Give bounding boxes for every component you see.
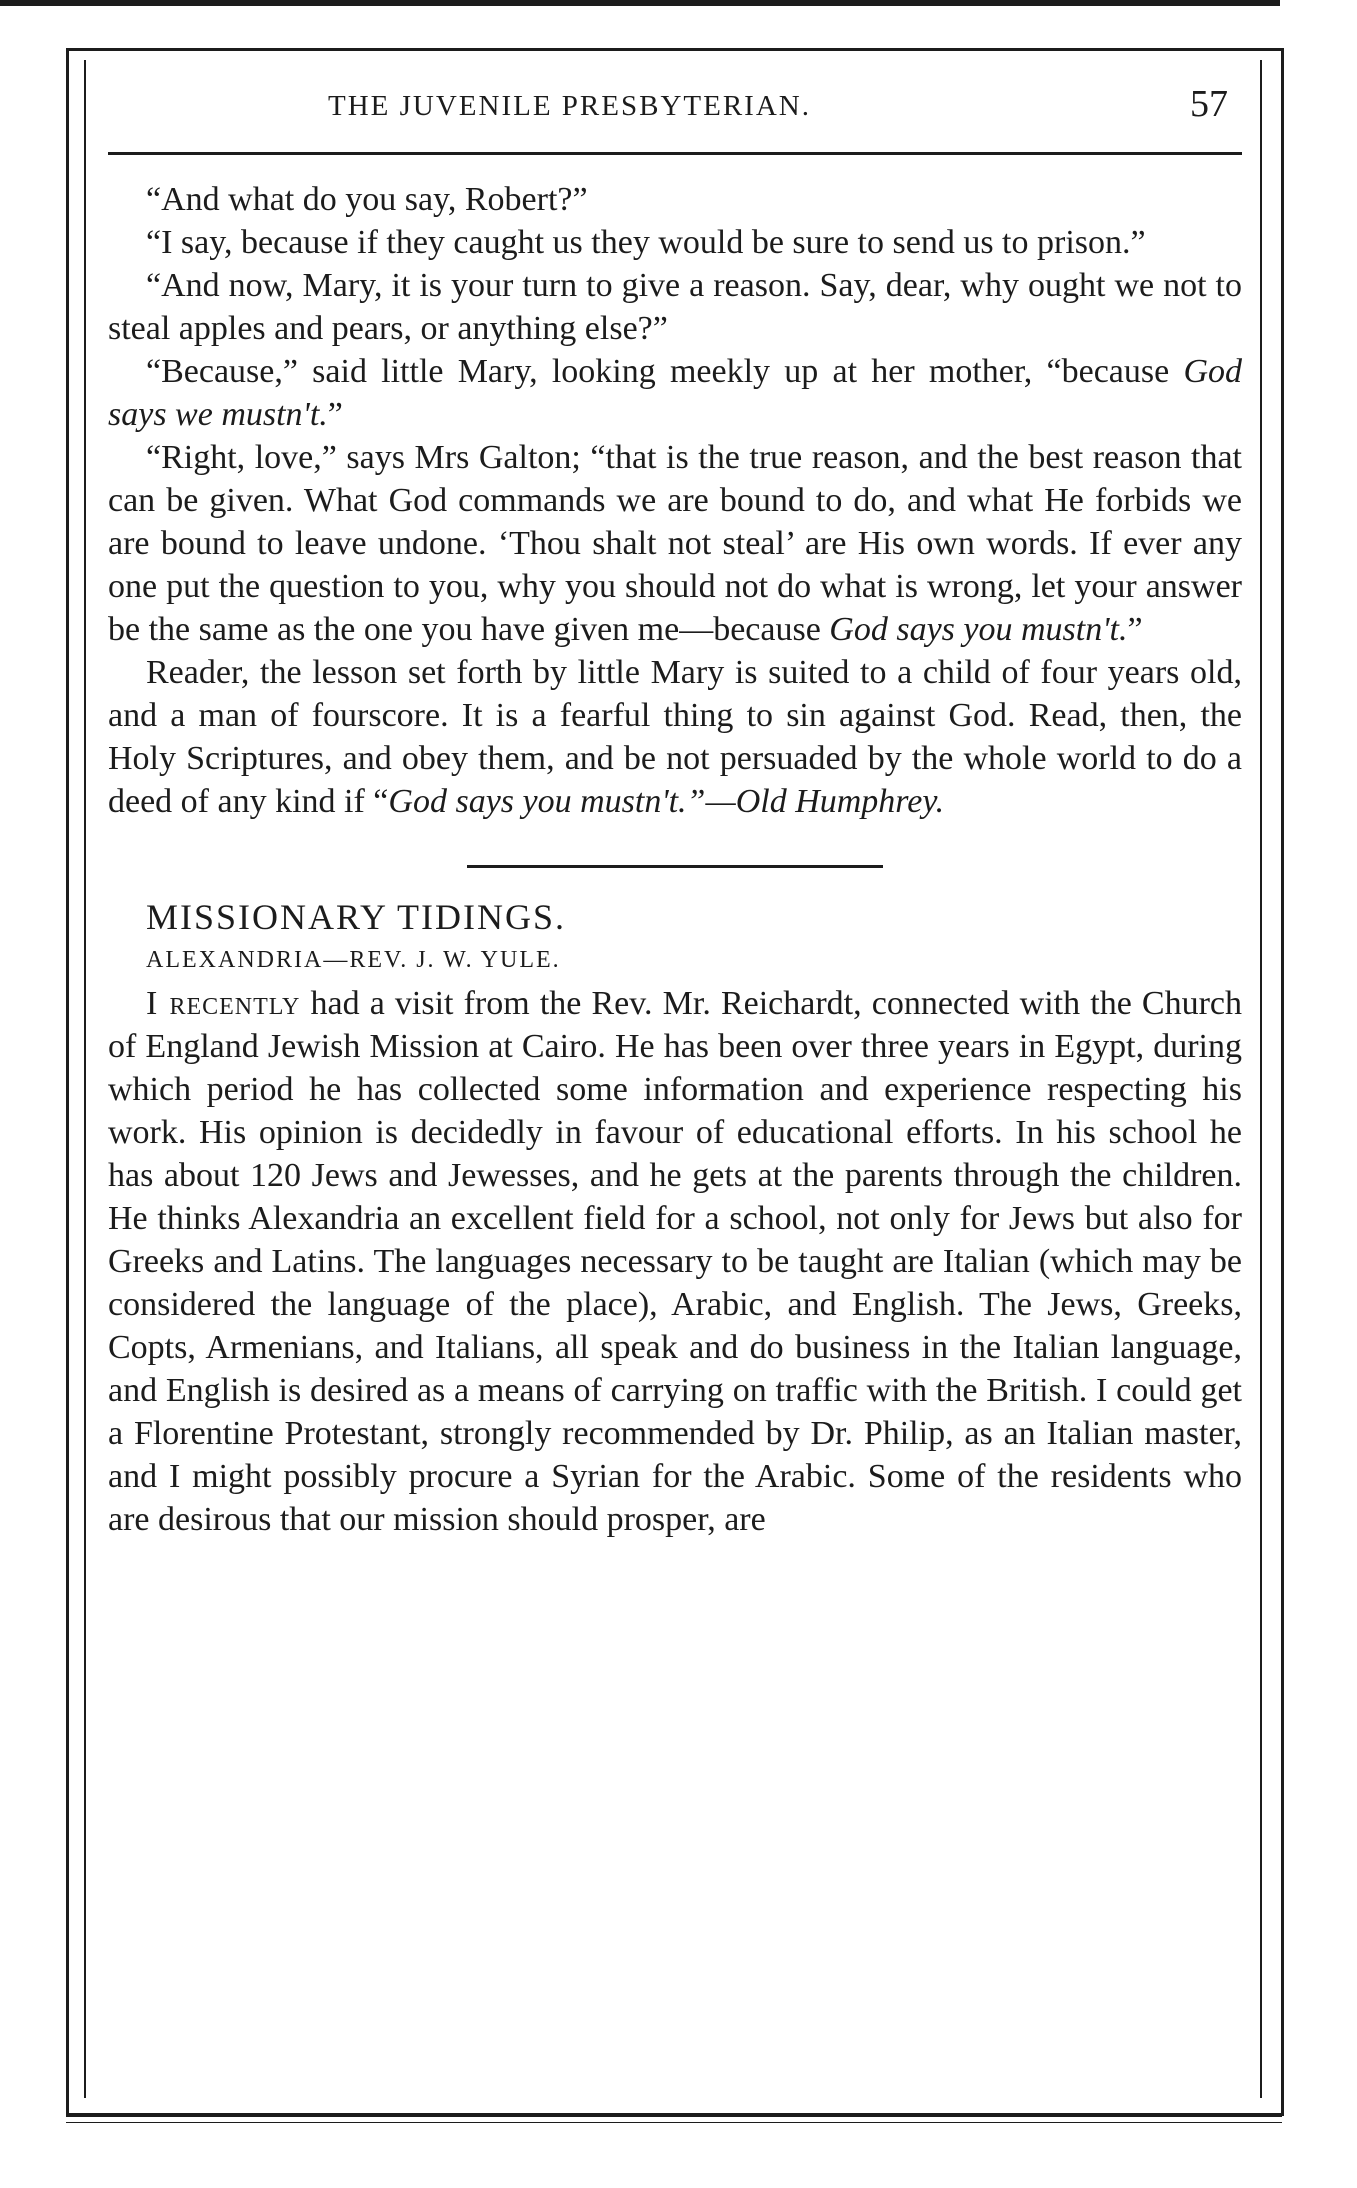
story-paragraph: “And now, Mary, it is your turn to give a reason. Say, dear, why ought we not to steal apples and pears, or anything else?”: [108, 267, 1242, 347]
story-paragraph: “And what do you say, Robert?”: [146, 181, 588, 218]
mother-reply-close: ”: [1127, 611, 1143, 648]
mother-reply-text: “Right, love,” says Mrs Galton; “that is the true reason, and the best reason that can be given. What God commands we are bound to do, and what He forbids we are bound to leave undone. ‘Thou shalt not steal’ are His own words. If ever any one put the question to you, why you should not do what is wrong, let your answer be the same as the one you have given me—because: [108, 439, 1242, 648]
running-head: [108, 82, 1236, 130]
header-rule: [108, 152, 1242, 155]
mary-answer-paragraph: [108, 350, 1242, 436]
bottom-page-rule-thin: [66, 2122, 1282, 2123]
mother-reply-paragraph: [108, 436, 1242, 651]
moral-text: Reader, the lesson set forth by little Mary is suited to a child of four years old, and a man of fourscore. It is a fearful thing to sin against God. Read, then, the Holy Scriptures, and obey them, and be not persuaded by the whole world to do a deed of any kind if “: [108, 654, 1242, 820]
mary-answer-close: ”: [327, 396, 343, 433]
text-column: [108, 178, 1242, 1541]
section-title: MISSIONARY TIDINGS.: [146, 897, 567, 937]
bottom-page-rule: [66, 2114, 1282, 2117]
missionary-paragraph: [108, 982, 1242, 1541]
section-divider: [467, 865, 883, 868]
mother-reply-emphasis: God says you mustn't.: [829, 611, 1128, 648]
moral-emphasis-attribution: God says you mustn't.”—Old Humphrey.: [388, 783, 945, 820]
story-paragraph: “I say, because if they caught us they would be sure to send us to prison.”: [146, 224, 1146, 261]
moral-paragraph: [108, 651, 1242, 823]
mary-answer-text: “Because,” said little Mary, looking meekly up at her mother, “because: [146, 353, 1184, 390]
top-page-rule: [0, 0, 1280, 6]
mary-answer-emphasis: God says we mustn't.: [108, 353, 1242, 433]
page-number: 57: [1190, 83, 1228, 125]
running-title: THE JUVENILE PRESBYTERIAN.: [328, 90, 811, 122]
lead-word: I recently: [146, 985, 301, 1022]
section-subtitle: ALEXANDRIA—REV. J. W. YULE.: [146, 947, 561, 973]
missionary-body: had a visit from the Rev. Mr. Reichardt, connected with the Church of England Jewish Mission at Cairo. He has been over three years in Egypt, during which period he has collected some information and experience respecting his work. His opinion is decidedly in favour of educational efforts. In his school he has about 120 Jews and Jewesses, and he gets at the parents through the children. He thinks Alexandria an excellent field for a school, not only for Jews but also for Greeks and Latins. The languages necessary to be taught are Italian (which may be considered the language of the place), Arabic, and English. The Jews, Greeks, Copts, Armenians, and Italians, all speak and do business in the Italian language, and English is desired as a means of carrying on traffic with the British. I could get a Florentine Protestant, strongly recommended by Dr. Philip, as an Italian master, and I might possibly procure a Syrian for the Arabic. Some of the residents who are desirous that our mission should prosper, are: [108, 985, 1242, 1538]
